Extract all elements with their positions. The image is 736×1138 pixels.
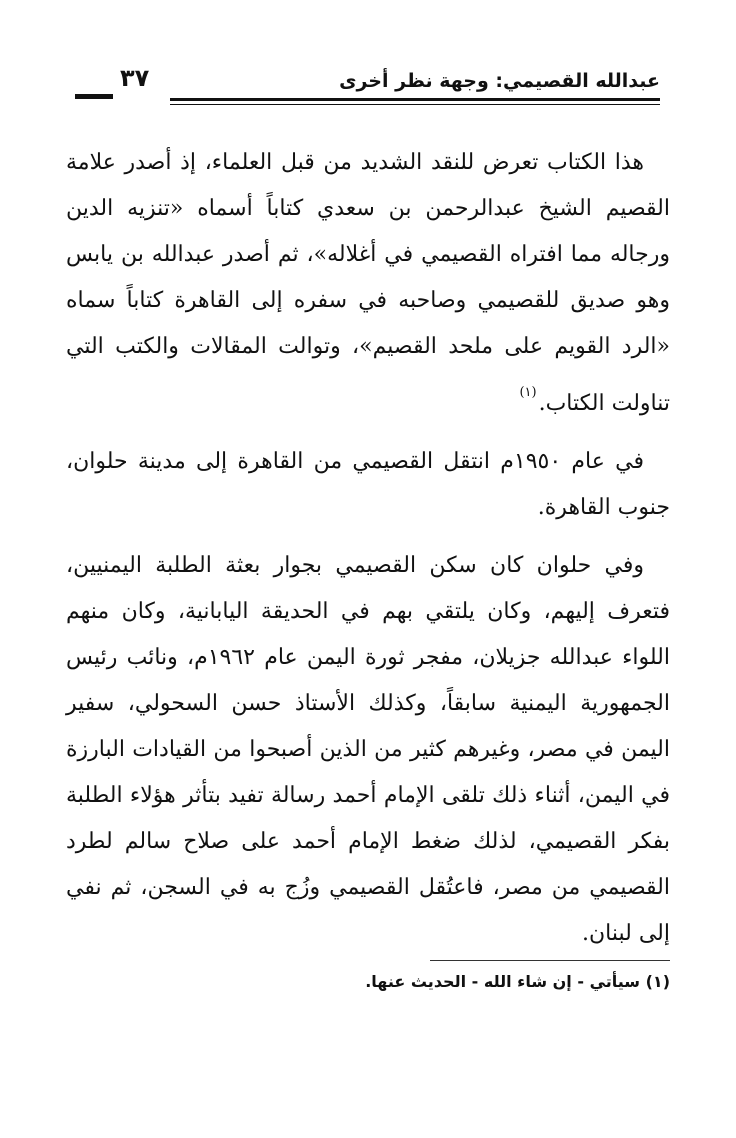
footnote-separator: [430, 960, 670, 961]
paragraph-1-text: هذا الكتاب تعرض للنقد الشديد من قبل العلماء، إذ أصدر علامة القصيم الشيخ عبدالرحمن بن سعدي كتاباً أسماه «تنزيه الدين ورجاله مما افتراه القصيمي في أغلاله»، ثم أصدر عبدالله بن يابس وهو صديق للقصيمي وصاحبه في سفره إلى القاهرة كتاباً سماه «الرد القويم على ملحد القصيم»، وتوالت المقالات والكتب التي تناولت الكتاب.: [66, 150, 670, 416]
header-dash: [75, 94, 113, 99]
footnote: (١) سيأتي - إن شاء الله - الحديث عنها.: [365, 972, 670, 991]
header-rule-thick: [170, 98, 660, 101]
paragraph-1: [66, 140, 670, 427]
running-title: عبدالله القصيمي: وجهة نظر أخرى: [339, 70, 660, 92]
paragraph-2: في عام ١٩٥٠م انتقل القصيمي من القاهرة إلى مدينة حلوان، جنوب القاهرة.: [66, 449, 670, 520]
body-text: [66, 140, 670, 969]
running-header: [60, 64, 660, 110]
footnote-reference: (١): [519, 385, 537, 400]
header-rule-thin: [170, 104, 660, 105]
paragraph-3: وفي حلوان كان سكن القصيمي بجوار بعثة الطلبة اليمنيين، فتعرف إليهم، وكان يلتقي بهم في الحديقة اليابانية، وكان منهم اللواء عبدالله جزيلان، مفجر ثورة اليمن عام ١٩٦٢م، ونائب رئيس الجمهورية اليمنية سابقاً، وكذلك الأستاذ حسن السحولي، سفير اليمن في مصر، وغيرهم كثير من الذين أصبحوا من القيادات البارزة في اليمن، أثناء ذلك تلقى الإمام أحمد رسالة تفيد بتأثر هؤلاء الطلبة بفكر القصيمي، لذلك ضغط الإمام أحمد على صلاح سالم لطرد القصيمي من مصر، فاعتُقل القصيمي وزُج به في السجن، ثم نفي إلى لبنان.: [66, 553, 670, 946]
page-number: ٣٧: [120, 64, 150, 92]
